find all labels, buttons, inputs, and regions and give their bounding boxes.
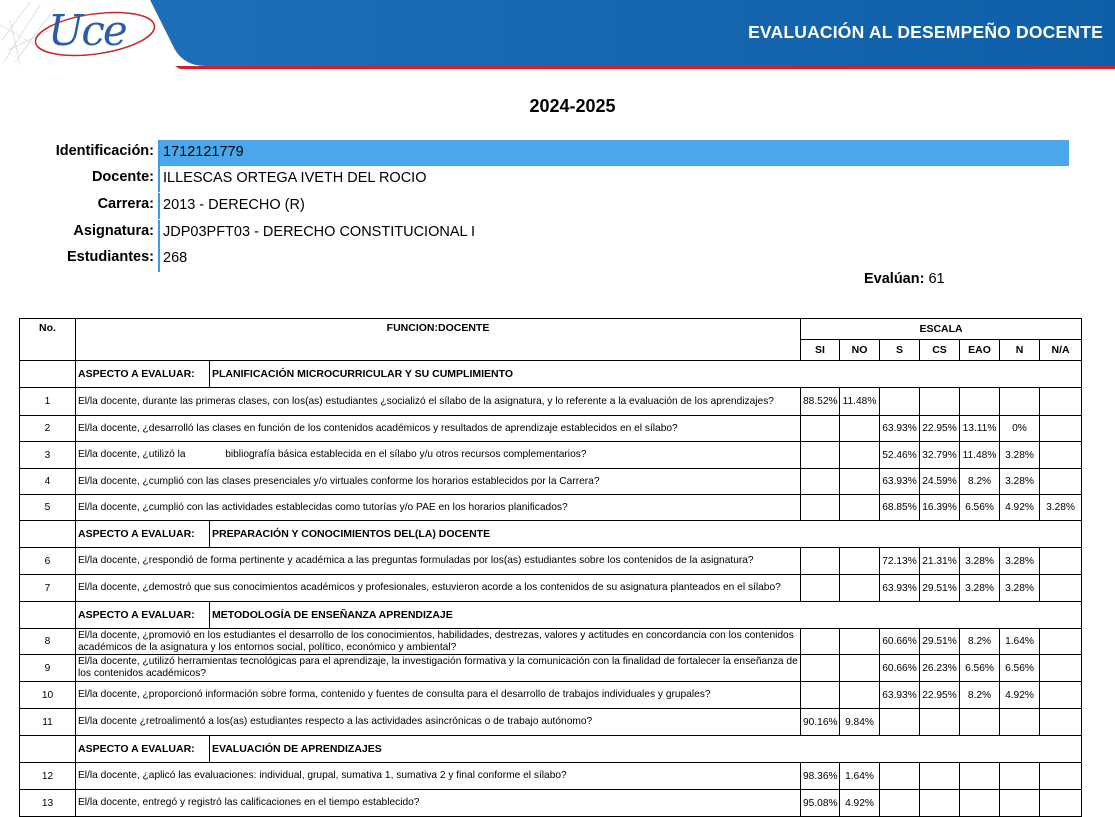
score-na <box>1040 388 1082 416</box>
scale-header-n: N <box>1000 340 1040 361</box>
score-si: 98.36% <box>801 763 840 790</box>
score-eao <box>960 790 1000 817</box>
score-no: 11.48% <box>840 388 880 416</box>
score-n <box>1000 763 1040 790</box>
aspect-row <box>20 361 1082 388</box>
score-na <box>1040 763 1082 790</box>
score-n: 3.28% <box>1000 469 1040 495</box>
scale-header-no: NO <box>840 340 880 361</box>
score-s: 63.93% <box>880 469 920 495</box>
question-text: El/la docente, durante las primeras clases, con los(as) estudiantes ¿socializó el sílabo de la asignatura, y lo referente a la evaluación de los aprendizajes? <box>76 388 801 416</box>
score-cs <box>920 790 960 817</box>
score-s <box>880 709 920 736</box>
score-s: 72.13% <box>880 548 920 575</box>
academic-period: 2024-2025 <box>529 96 616 116</box>
score-eao: 3.28% <box>960 548 1000 575</box>
score-s: 60.66% <box>880 655 920 682</box>
score-si <box>801 548 840 575</box>
score-cs <box>920 388 960 416</box>
question-text: El/la docente, entregó y registró las calificaciones en el tiempo establecido? <box>76 790 801 817</box>
score-no <box>840 495 880 521</box>
score-s: 60.66% <box>880 629 920 655</box>
aspect-no-cell <box>20 361 76 388</box>
question-text: El/la docente, ¿aplicó las evaluaciones: individual, grupal, sumativa 1, sumativa 2 y final conforme el sílabo? <box>76 763 801 790</box>
table-body <box>20 361 1082 817</box>
score-na <box>1040 548 1082 575</box>
score-cs <box>920 709 960 736</box>
table-row <box>20 629 1082 655</box>
score-no: 1.64% <box>840 763 880 790</box>
score-si: 88.52% <box>801 388 840 416</box>
score-eao: 6.56% <box>960 655 1000 682</box>
score-na <box>1040 709 1082 736</box>
table-row <box>20 790 1082 817</box>
score-na <box>1040 442 1082 469</box>
table-row <box>20 416 1082 442</box>
score-no <box>840 416 880 442</box>
score-no <box>840 469 880 495</box>
score-si <box>801 495 840 521</box>
score-s: 63.93% <box>880 575 920 602</box>
score-na <box>1040 469 1082 495</box>
table-row <box>20 682 1082 709</box>
score-no <box>840 629 880 655</box>
question-number: 5 <box>20 495 76 521</box>
question-number: 2 <box>20 416 76 442</box>
score-n: 3.28% <box>1000 442 1040 469</box>
table-header-row <box>20 319 1082 340</box>
scale-header-na: N/A <box>1040 340 1082 361</box>
question-text: El/la docente, ¿utilizó la bibliografía básica establecida en el sílabo y/u otros recursos complementarios? <box>76 442 801 469</box>
question-number: 12 <box>20 763 76 790</box>
question-number: 7 <box>20 575 76 602</box>
score-no <box>840 548 880 575</box>
table-row <box>20 469 1082 495</box>
question-number: 4 <box>20 469 76 495</box>
score-eao: 3.28% <box>960 575 1000 602</box>
question-text: El/la docente, ¿respondió de forma pertinente y académica a las preguntas formuladas por los(as) estudiantes sobre los contenidos de la asignatura? <box>76 548 801 575</box>
score-s: 63.93% <box>880 416 920 442</box>
score-n: 4.92% <box>1000 682 1040 709</box>
info-row-estudiantes <box>0 246 1115 272</box>
table-row <box>20 442 1082 469</box>
carrera-value: 2013 - DERECHO (R) <box>158 193 305 219</box>
score-no <box>840 655 880 682</box>
header-banner <box>0 0 1115 67</box>
estudiantes-label: Estudiantes: <box>66 249 154 265</box>
question-text: El/la docente, ¿demostró que sus conocimientos académicos y profesionales, estuvieron acorde a los contenidos de su asignatura planteados en el sílabo? <box>76 575 801 602</box>
scale-header-si: SI <box>801 340 840 361</box>
score-n: 3.28% <box>1000 575 1040 602</box>
table-row <box>20 495 1082 521</box>
table-row <box>20 709 1082 736</box>
score-si <box>801 629 840 655</box>
aspect-label: ASPECTO A EVALUAR: <box>76 361 210 388</box>
evaluation-table <box>19 318 1082 817</box>
score-s: 68.85% <box>880 495 920 521</box>
page-title: EVALUACIÓN AL DESEMPEÑO DOCENTE <box>748 22 1103 42</box>
score-n: 0% <box>1000 416 1040 442</box>
score-cs: 16.39% <box>920 495 960 521</box>
scale-header-cs: CS <box>920 340 960 361</box>
info-row-asignatura <box>0 220 1115 246</box>
aspect-no-cell <box>20 736 76 763</box>
col-escala-header: ESCALA <box>801 319 1082 340</box>
question-number: 10 <box>20 682 76 709</box>
identificacion-label: Identificación: <box>55 143 154 159</box>
question-number: 3 <box>20 442 76 469</box>
score-eao: 6.56% <box>960 495 1000 521</box>
score-cs: 32.79% <box>920 442 960 469</box>
score-si <box>801 442 840 469</box>
score-cs: 29.51% <box>920 575 960 602</box>
score-eao <box>960 763 1000 790</box>
score-no <box>840 442 880 469</box>
score-si <box>801 416 840 442</box>
score-si <box>801 655 840 682</box>
aspect-no-cell <box>20 521 76 548</box>
question-text: El/la docente ¿retroalimentó a los(as) estudiantes respecto a las actividades asincrónicas o de trabajo autónomo? <box>76 709 801 736</box>
question-number: 9 <box>20 655 76 682</box>
question-number: 8 <box>20 629 76 655</box>
score-na <box>1040 629 1082 655</box>
aspect-label: ASPECTO A EVALUAR: <box>76 521 210 548</box>
score-cs: 24.59% <box>920 469 960 495</box>
aspect-title: PLANIFICACIÓN MICROCURRICULAR Y SU CUMPLIMIENTO <box>210 361 1082 388</box>
docente-value: ILLESCAS ORTEGA IVETH DEL ROCIO <box>158 166 427 192</box>
score-eao: 8.2% <box>960 469 1000 495</box>
score-eao: 8.2% <box>960 629 1000 655</box>
score-eao: 8.2% <box>960 682 1000 709</box>
score-no <box>840 682 880 709</box>
score-na <box>1040 575 1082 602</box>
asignatura-label: Asignatura: <box>73 223 154 239</box>
score-si <box>801 469 840 495</box>
aspect-title: METODOLOGÍA DE ENSEÑANZA APRENDIZAJE <box>210 602 1082 629</box>
score-s: 63.93% <box>880 682 920 709</box>
score-na <box>1040 416 1082 442</box>
score-s: 52.46% <box>880 442 920 469</box>
aspect-no-cell <box>20 602 76 629</box>
score-n: 4.92% <box>1000 495 1040 521</box>
score-si <box>801 682 840 709</box>
score-s <box>880 388 920 416</box>
table-row <box>20 548 1082 575</box>
score-na <box>1040 655 1082 682</box>
question-text: El/la docente, ¿cumplió con las clases presenciales y/o virtuales conforme los horarios establecidos por la Carrera? <box>76 469 801 495</box>
asignatura-value: JDP03PFT03 - DERECHO CONSTITUCIONAL I <box>158 220 475 246</box>
question-text: El/la docente, ¿desarrolló las clases en función de los contenidos académicos y resultados de aprendizaje establecidos en el sílabo? <box>76 416 801 442</box>
score-s <box>880 790 920 817</box>
score-eao <box>960 388 1000 416</box>
question-number: 13 <box>20 790 76 817</box>
score-si: 95.08% <box>801 790 840 817</box>
score-na: 3.28% <box>1040 495 1082 521</box>
score-si: 90.16% <box>801 709 840 736</box>
score-na <box>1040 682 1082 709</box>
evaluan-value: 61 <box>928 271 945 287</box>
question-text: El/la docente, ¿cumplió con las actividades establecidas como tutorías y/o PAE en los horarios planificados? <box>76 495 801 521</box>
score-n: 3.28% <box>1000 548 1040 575</box>
scale-header-eao: EAO <box>960 340 1000 361</box>
score-n: 1.64% <box>1000 629 1040 655</box>
info-row-carrera <box>0 193 1115 219</box>
score-eao: 11.48% <box>960 442 1000 469</box>
evaluan-count <box>864 271 945 287</box>
score-n <box>1000 388 1040 416</box>
question-text: El/la docente, ¿utilizó herramientas tecnológicas para el aprendizaje, la investigación formativa y la comunicación con la finalidad de fortalecer la enseñanza de los contenidos académicos? <box>76 655 801 682</box>
scale-header-s: S <box>880 340 920 361</box>
docente-label: Docente: <box>91 169 154 185</box>
score-no <box>840 575 880 602</box>
col-no-header: No. <box>20 319 76 361</box>
score-n <box>1000 709 1040 736</box>
table-row <box>20 575 1082 602</box>
score-cs <box>920 763 960 790</box>
score-n <box>1000 790 1040 817</box>
evaluan-label: Evalúan: <box>864 271 925 287</box>
score-cs: 22.95% <box>920 682 960 709</box>
estudiantes-value: 268 <box>158 246 187 272</box>
score-eao: 13.11% <box>960 416 1000 442</box>
identificacion-value: 1712121779 <box>158 140 1069 166</box>
question-text: El/la docente, ¿promovió en los estudiantes el desarrollo de los conocimientos, habilidades, destrezas, valores y actitudes en concordancia con los contenidos académicos de la asignatura y los entornos social, político, económico y ambiental? <box>76 629 801 655</box>
info-row-docente <box>0 166 1115 192</box>
aspect-title: EVALUACIÓN DE APRENDIZAJES <box>210 736 1082 763</box>
aspect-label: ASPECTO A EVALUAR: <box>76 602 210 629</box>
score-cs: 21.31% <box>920 548 960 575</box>
aspect-row <box>20 602 1082 629</box>
question-text: El/la docente, ¿proporcionó información sobre forma, contenido y fuentes de consulta para el desarrollo de trabajos individuales y grupales? <box>76 682 801 709</box>
score-cs: 26.23% <box>920 655 960 682</box>
aspect-row <box>20 736 1082 763</box>
score-no: 9.84% <box>840 709 880 736</box>
col-funcion-header: FUNCION:DOCENTE <box>76 319 801 361</box>
score-n: 6.56% <box>1000 655 1040 682</box>
question-number: 6 <box>20 548 76 575</box>
score-na <box>1040 790 1082 817</box>
question-number: 11 <box>20 709 76 736</box>
info-row-identificacion <box>0 140 1115 166</box>
score-si <box>801 575 840 602</box>
carrera-label: Carrera: <box>97 196 154 212</box>
table-row <box>20 655 1082 682</box>
score-s <box>880 763 920 790</box>
aspect-label: ASPECTO A EVALUAR: <box>76 736 210 763</box>
table-row <box>20 388 1082 416</box>
uce-logo: Uce <box>48 6 126 55</box>
aspect-row <box>20 521 1082 548</box>
score-cs: 29.51% <box>920 629 960 655</box>
score-cs: 22.95% <box>920 416 960 442</box>
score-no: 4.92% <box>840 790 880 817</box>
score-eao <box>960 709 1000 736</box>
aspect-title: PREPARACIÓN Y CONOCIMIENTOS DEL(LA) DOCENTE <box>210 521 1082 548</box>
question-number: 1 <box>20 388 76 416</box>
table-row <box>20 763 1082 790</box>
